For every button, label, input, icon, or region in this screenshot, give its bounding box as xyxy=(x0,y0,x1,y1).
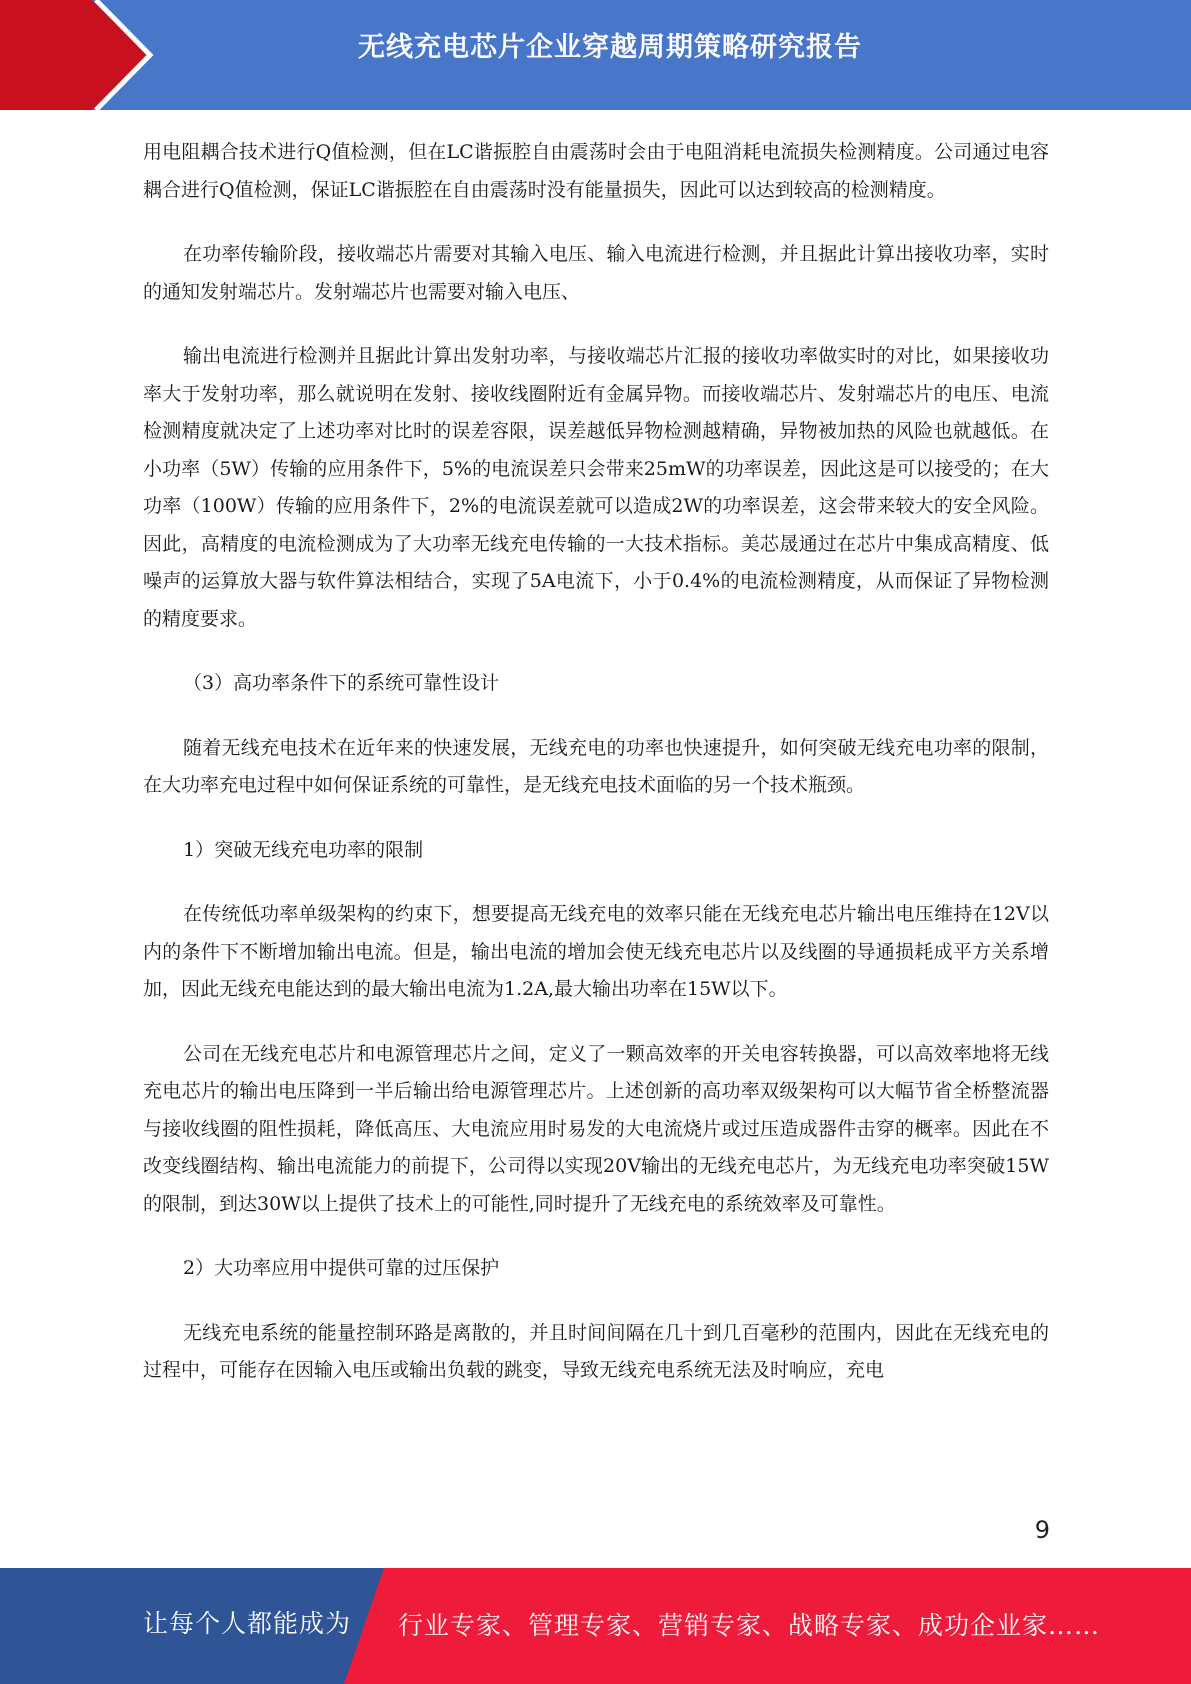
paragraph: 在功率传输阶段，接收端芯片需要对其输入电压、输入电流进行检测，并且据此计算出接收功率，实时的通知发射端芯片。发射端芯片也需要对输入电压、 xyxy=(143,243,1049,303)
footer-slogan-right: 行业专家、管理专家、营销专家、战略专家、成功企业家…… xyxy=(398,1611,1101,1640)
paragraph: 无线充电系统的能量控制环路是离散的，并且时间间隔在几十到几百毫秒的范围内，因此在无线充电的过程中，可能存在因输入电压或输出负载的跳变，导致无线充电系统无法及时响应，充电 xyxy=(143,1321,1049,1381)
header-red-arrow xyxy=(0,0,148,110)
page-footer xyxy=(0,1568,1191,1684)
page-number: 9 xyxy=(1034,1516,1050,1544)
page-header xyxy=(0,0,1191,110)
paragraph: 用电阻耦合技术进行Q值检测，但在LC谐振腔自由震荡时会由于电阻消耗电流损失检测精度。公司通过电容耦合进行Q值检测，保证LC谐振腔在自由震荡时没有能量损失，因此可以达到较高的检测精度。 xyxy=(143,141,1049,201)
footer-slogan-left: 让每个人都能成为 xyxy=(143,1609,352,1638)
paragraph: 公司在无线充电芯片和电源管理芯片之间，定义了一颗高效率的开关电容转换器，可以高效率地将无线充电芯片的输出电压降到一半后输出给电源管理芯片。上述创新的高功率双级架构可以大幅节省全桥整流器与接收线圈的阻性损耗，降低高压、大电流应用时易发的大电流烧片或过压造成器件击穿的概率。因此在不改变线圈结构、输出电流能力的前提下，公司得以实现20V输出的无线充电芯片，为无线充电功率突破15W的限制，到达30W以上提供了技术上的可能性,同时提升了无线充电的系统效率及可靠性。 xyxy=(143,1042,1049,1215)
paragraph: 随着无线充电技术在近年来的快速发展，无线充电的功率也快速提升，如何突破无线充电功率的限制，在大功率充电过程中如何保证系统的可靠性，是无线充电技术面临的另一个技术瓶颈。 xyxy=(143,736,1049,796)
document-body xyxy=(143,134,1049,1417)
paragraph: 在传统低功率单级架构的约束下，想要提高无线充电的效率只能在无线充电芯片输出电压维持在12V以内的条件下不断增加输出电流。但是，输出电流的增加会使无线充电芯片以及线圈的导通损耗成平方关系增加，因此无线充电能达到的最大输出电流为1.2A,最大输出功率在15W以下。 xyxy=(143,903,1049,1000)
paragraph: 输出电流进行检测并且据此计算出发射功率，与接收端芯片汇报的接收功率做实时的对比，如果接收功率大于发射功率，那么就说明在发射、接收线圈附近有金属异物。而接收端芯片、发射端芯片的电压、电流检测精度就决定了上述功率对比时的误差容限，误差越低异物检测越精确，异物被加热的风险也就越低。在小功率（5W）传输的应用条件下，5%的电流误差只会带来25mW的功率误差，因此这是可以接受的；在大功率（100W）传输的应用条件下，2%的电流误差就可以造成2W的功率误差，这会带来较大的安全风险。因此，高精度的电流检测成为了大功率无线充电传输的一大技术指标。美芯晟通过在芯片中集成高精度、低噪声的运算放大器与软件算法相结合，实现了5A电流下，小于0.4%的电流检测精度，从而保证了异物检测的精度要求。 xyxy=(143,345,1049,630)
section-heading: （3）高功率条件下的系统可靠性设计 xyxy=(183,672,500,694)
subsection-heading: 1）突破无线充电功率的限制 xyxy=(183,838,424,861)
subsection-heading: 2）大功率应用中提供可靠的过压保护 xyxy=(183,1257,500,1279)
report-title: 无线充电芯片企业穿越周期策略研究报告 xyxy=(358,32,862,63)
